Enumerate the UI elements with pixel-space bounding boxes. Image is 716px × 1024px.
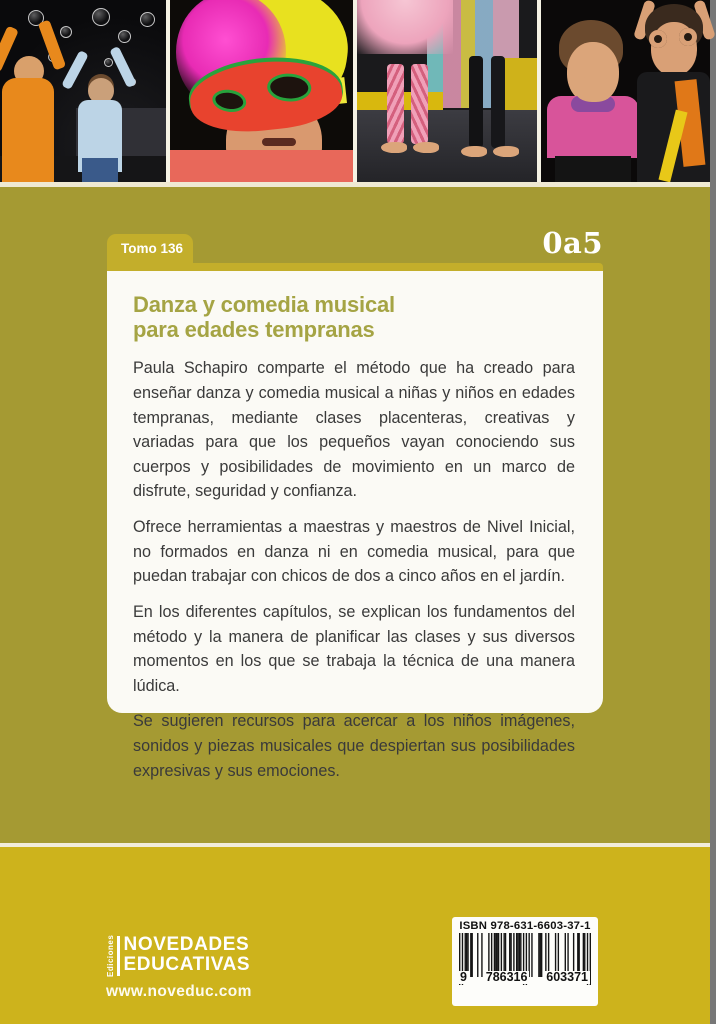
publisher-name-line2: EDUCATIVAS <box>123 954 251 975</box>
synopsis-paragraph: Paula Schapiro comparte el método que ha creado para enseñar danza y comedia musical a niñas y niños en edades tempranas, mediante clases placenteras, creativas y variadas para que los pequeños vayan conociendo sus cuerpos y posibilidades de movimiento en un marco de disfrute, seguridad y confianza. <box>133 359 575 501</box>
publisher-name <box>124 935 251 975</box>
card-top-bar <box>107 263 603 271</box>
bare-foot-shape <box>461 146 487 157</box>
barcode-digit-group: 9 <box>460 970 467 984</box>
barcode-digit-group: 603371 <box>546 970 588 984</box>
pink-tutu-shape <box>357 0 453 54</box>
footer-band <box>0 847 710 1024</box>
publisher-website: www.noveduc.com <box>106 983 252 1000</box>
bare-foot-shape <box>493 146 519 157</box>
child-arm-shape <box>109 46 136 88</box>
child-legs-shape <box>82 158 118 182</box>
photo-children-funny-faces <box>541 0 710 182</box>
hands-at-mouth-shape <box>575 76 613 102</box>
photo-child-red-mask <box>170 0 353 182</box>
pink-legging-shape <box>411 64 428 144</box>
synopsis-paragraph: Se sugieren recursos para acercar a los niños imágenes, sonidos y piezas musicales que despiertan sus posibilidades expresivas y sus emociones. <box>133 712 575 780</box>
bubble-shape <box>140 12 155 27</box>
publisher-logo <box>106 935 250 977</box>
finger-glasses-shape <box>679 28 697 46</box>
book-title <box>133 293 575 342</box>
pink-legging-shape <box>387 64 404 144</box>
synopsis-text <box>133 356 575 783</box>
isbn-label: ISBN 978-631-6603-37-1 <box>459 920 591 932</box>
photo-barefoot-legs <box>357 0 537 182</box>
mouth-shape <box>262 138 296 146</box>
publisher-logo-rule <box>117 936 120 976</box>
black-legging-shape <box>469 56 483 148</box>
publisher-ediciones-label: Ediciones <box>106 934 115 977</box>
collection-label: 0a5 <box>542 226 603 260</box>
book-title-line1: Danza y comedia musical <box>133 292 395 317</box>
barcode-panel <box>452 917 598 1006</box>
publisher-name-line1: NOVEDADES <box>123 934 250 955</box>
child-orange-shirt-shape <box>2 78 54 182</box>
synopsis-paragraph: En los diferentes capítulos, se explican los fundamentos del método y la manera de planificar las clases y sus diversos momentos en los que se trabaja la técnica de una manera lúdica. <box>133 602 575 695</box>
bubble-shape <box>118 30 131 43</box>
synopsis-card <box>107 271 603 780</box>
bubble-shape <box>60 26 72 38</box>
mask-eye-hole <box>267 73 312 103</box>
salmon-shirt-shape <box>170 150 353 182</box>
black-shorts-shape <box>555 156 631 182</box>
child-arm-shape <box>61 50 89 90</box>
bubble-shape <box>92 8 110 26</box>
collection-logo-0a5 <box>107 226 603 260</box>
bare-foot-shape <box>413 142 439 153</box>
black-legging-shape <box>491 56 505 148</box>
finger-glasses-shape <box>649 30 667 48</box>
synopsis-paragraph: Ofrece herramientas a maestras y maestros de Nivel Inicial, no formados en danza ni en comedia musical, para que puedan trabajar con chicos de dos a cinco años en el jardín. <box>133 518 575 586</box>
book-title-line2: para edades tempranas <box>133 316 375 342</box>
tomo-badge-label: Tomo 136 <box>121 241 184 256</box>
bubble-shape <box>104 58 113 67</box>
photo-strip <box>0 0 710 182</box>
bare-foot-shape <box>381 142 407 153</box>
barcode-digit-group: 786316 <box>485 970 528 984</box>
mask-eye-hole <box>212 89 247 113</box>
photo-children-bubbles <box>0 0 166 182</box>
